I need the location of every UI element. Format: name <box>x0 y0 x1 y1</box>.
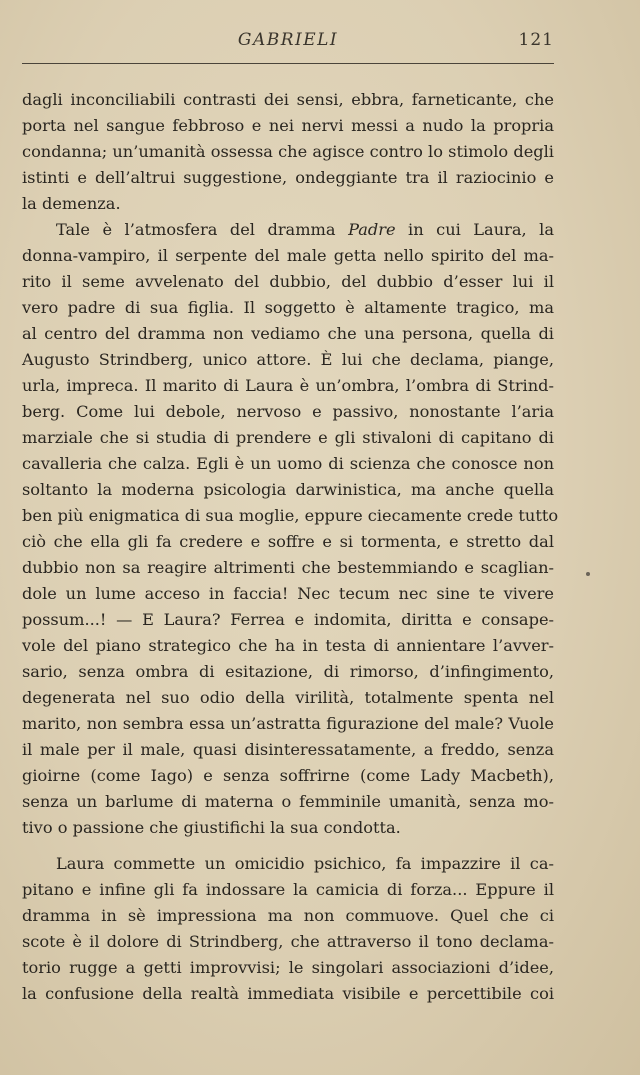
text-line: dole un lume acceso in faccia! Nec tecum nec sine te vivere <box>22 584 554 603</box>
text-line: porta nel sangue febbroso e nei nervi messi a nudo la propria <box>22 116 554 135</box>
text-line: ben più enigmatica di sua moglie, eppure ciecamente crede tutto <box>22 506 559 525</box>
paragraph-2 <box>22 217 559 841</box>
text-line: torio rugge a getti improvvisi; le singolari associazioni d’idee, <box>22 958 554 977</box>
play-title: Padre <box>348 220 396 239</box>
text-line: Laura commette un omicidio psichico, fa impazzire il ca- <box>56 854 554 873</box>
text-line: al centro del dramma non vediamo che una persona, quella di <box>22 324 554 343</box>
page-number: 121 <box>518 30 554 50</box>
paper-speck <box>586 572 590 576</box>
paragraph-1 <box>22 87 554 217</box>
paragraph-3 <box>22 851 554 1007</box>
text-line: il male per il male, quasi disinteressatamente, a freddo, senza <box>22 740 554 759</box>
text-line: tivo o passione che giustifichi la sua condotta. <box>22 818 401 837</box>
text-line: vero padre di sua figlia. Il soggetto è altamente tragico, ma <box>22 298 554 317</box>
text-line: marziale che si studia di prendere e gli stivaloni di capitano di <box>22 428 554 447</box>
text-line: berg. Come lui debole, nervoso e passivo, nonostante l’aria <box>22 402 554 421</box>
text-line: rito il seme avvelenato del dubbio, del dubbio d’esser lui il <box>22 272 554 291</box>
text-line: marito, non sembra essa un’astratta figurazione del male? Vuole <box>22 714 554 733</box>
text-line: Augusto Strindberg, unico attore. È lui che declama, piange, <box>22 350 554 369</box>
body-text <box>22 87 559 1007</box>
page-header <box>22 30 554 54</box>
text-line: soltanto la moderna psicologia darwinistica, ma anche quella <box>22 480 554 499</box>
header-rule <box>22 63 554 64</box>
text-line: dramma in sè impressiona ma non commuove. Quel che ci <box>22 906 554 925</box>
text-line: la confusione della realtà immediata visibile e percettibile coi <box>22 984 554 1003</box>
text-line: dubbio non sa reagire altrimenti che bestemmiando e scaglian- <box>22 558 554 577</box>
text-line: condanna; un’umanità ossessa che agisce contro lo stimolo degli <box>22 142 554 161</box>
text-line: pitano e infine gli fa indossare la camicia di forza... Eppure il <box>22 880 554 899</box>
text-line: istinti e dell’altrui suggestione, ondeggiante tra il raziocinio e <box>22 168 554 187</box>
running-head: GABRIELI <box>237 30 339 50</box>
text-run: Tale è l’atmosfera del dramma <box>56 220 349 239</box>
text-line: degenerata nel suo odio della virilità, totalmente spenta nel <box>22 688 554 707</box>
text-line <box>22 217 554 243</box>
text-line: donna-vampiro, il serpente del male getta nello spirito del ma- <box>22 246 554 265</box>
text-run: in cui Laura, la <box>395 220 554 239</box>
text-line: gioirne (come Iago) e senza soffrirne (come Lady Macbeth), <box>22 766 554 785</box>
text-line: vole del piano strategico che ha in testa di annientare l’avver- <box>22 636 554 655</box>
text-line: ciò che ella gli fa credere e soffre e si tormenta, e stretto dal <box>22 532 554 551</box>
text-line: senza un barlume di materna o femminile umanità, senza mo- <box>22 792 554 811</box>
text-line: urla, impreca. Il marito di Laura è un’ombra, l’ombra di Strind- <box>22 376 554 395</box>
paragraph-spacer <box>22 841 554 851</box>
text-line: cavalleria che calza. Egli è un uomo di scienza che conosce non <box>22 454 554 473</box>
text-line: dagli inconciliabili contrasti dei sensi, ebbra, farneticante, che <box>22 90 554 109</box>
text-line: sario, senza ombra di esitazione, di rimorso, d’infingimento, <box>22 662 554 681</box>
text-line: la demenza. <box>22 194 121 213</box>
text-line: possum...! — E Laura? Ferrea e indomita, diritta e consape- <box>22 610 554 629</box>
text-line: scote è il dolore di Strindberg, che attraverso il tono declama- <box>22 932 554 951</box>
